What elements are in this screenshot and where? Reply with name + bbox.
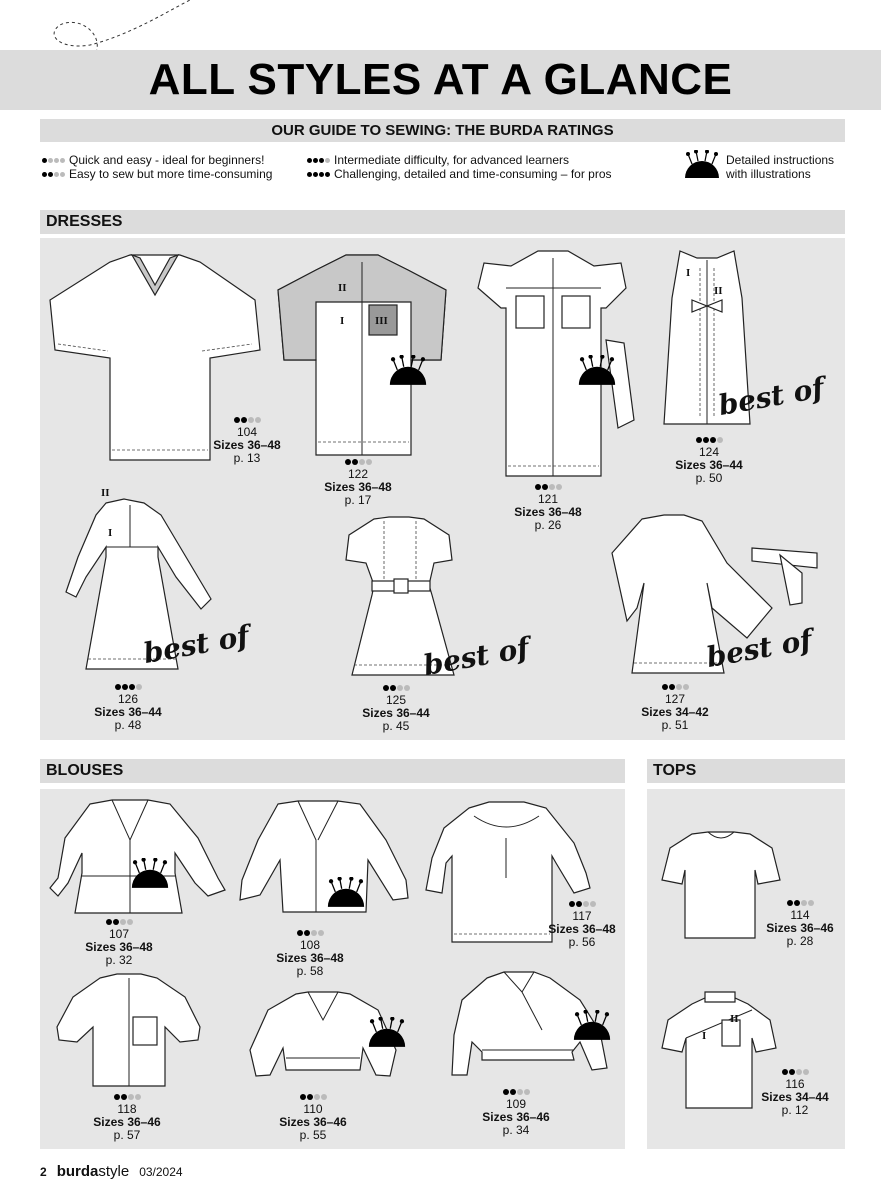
size-range: Sizes 36–46: [766, 921, 834, 935]
page-ref: p. 51: [661, 718, 689, 732]
size-range: Sizes 36–44: [675, 458, 743, 472]
pattern-part-label: II: [714, 285, 723, 297]
size-range: Sizes 36–48: [324, 480, 392, 494]
instructions-legend-line: Detailed instructions: [726, 153, 835, 167]
pincushion-icon: [130, 858, 170, 890]
brand-name-bold: burda: [56, 1163, 99, 1180]
pincushion-icon: [577, 355, 617, 387]
garment-118-info: [82, 1090, 172, 1142]
rating-dots: [297, 930, 324, 936]
size-range: Sizes 36–46: [93, 1115, 161, 1129]
page-ref: p. 13: [233, 451, 261, 465]
style-number: 110: [303, 1102, 323, 1116]
garment-127-info: [630, 680, 720, 732]
rating-dots: [696, 437, 723, 443]
rating-dots: [383, 685, 410, 691]
style-number: 114: [790, 908, 810, 922]
best-of-badge: best of: [715, 370, 827, 423]
size-range: Sizes 36–46: [482, 1110, 550, 1124]
style-number: 118: [117, 1102, 137, 1116]
size-range: Sizes 36–48: [514, 505, 582, 519]
rating-dots: [42, 172, 65, 177]
pincushion-icon: [367, 1017, 407, 1049]
rating-dots: [787, 900, 814, 906]
style-number: 121: [537, 492, 559, 506]
page-ref: p. 12: [781, 1103, 809, 1117]
rating-dots: [42, 158, 65, 163]
style-number: 109: [505, 1097, 527, 1111]
instructions-legend: [726, 153, 834, 181]
size-range: Sizes 36–44: [94, 705, 162, 719]
instructions-legend-line: with illustrations: [726, 167, 811, 181]
rating-legend-2: [42, 167, 272, 181]
rating-dots: [345, 459, 372, 465]
style-number: 104: [236, 425, 258, 439]
style-number: 126: [117, 692, 139, 706]
rating-dots: [569, 901, 596, 907]
issue-date: 03/2024: [139, 1165, 183, 1179]
size-range: Sizes 36–48: [276, 951, 344, 965]
page-number: 2: [40, 1165, 47, 1179]
rating-dots: [114, 1094, 141, 1100]
garment-122-info: [313, 455, 403, 507]
pincushion-icon: [684, 150, 720, 180]
pattern-part-label: II: [101, 487, 110, 499]
page-ref: p. 28: [786, 934, 814, 948]
pattern-part-label: I: [340, 315, 345, 327]
best-of-badge: best of: [420, 630, 532, 683]
style-number: 116: [785, 1077, 805, 1091]
brand-logo: [57, 1163, 130, 1180]
size-range: Sizes 34–44: [761, 1090, 829, 1104]
rating-dots: [535, 484, 562, 490]
garment-124-info: [664, 433, 754, 485]
size-range: Sizes 34–42: [641, 705, 709, 719]
pattern-part-label: II: [730, 1013, 739, 1025]
garment-108-drawing: [238, 800, 410, 918]
rating-legend-text: Quick and easy - ideal for beginners!: [69, 153, 265, 167]
page-ref: p. 26: [534, 518, 562, 532]
rating-dots: [307, 172, 330, 177]
ratings-heading: OUR GUIDE TO SEWING: THE BURDA RATINGS: [40, 119, 845, 142]
best-of-badge: best of: [703, 622, 815, 675]
size-range: Sizes 36–46: [279, 1115, 347, 1129]
pattern-part-label: I: [108, 527, 113, 539]
rating-legend-1: [42, 153, 264, 167]
pattern-part-label: I: [686, 267, 691, 279]
style-number: 124: [698, 445, 720, 459]
rating-legend-4: [307, 167, 612, 181]
page-ref: p. 45: [382, 719, 410, 733]
style-number: 117: [572, 909, 592, 923]
page-title: ALL STYLES AT A GLANCE: [148, 55, 733, 104]
section-heading-blouses: BLOUSES: [40, 759, 625, 783]
rating-dots: [106, 919, 133, 925]
page-ref: p. 17: [344, 493, 372, 507]
page-ref: p. 32: [105, 953, 133, 967]
page-ref: p. 56: [568, 935, 596, 949]
rating-dots: [234, 417, 261, 423]
page-ref: p. 58: [296, 964, 324, 978]
page-ref: p. 34: [502, 1123, 530, 1137]
size-range: Sizes 36–44: [362, 706, 430, 720]
pincushion-icon: [572, 1010, 612, 1042]
page-ref: p. 57: [113, 1128, 141, 1142]
rating-dots: [300, 1094, 327, 1100]
size-range: Sizes 36–48: [548, 922, 616, 936]
garment-108-info: [265, 926, 355, 978]
section-heading-tops: TOPS: [647, 759, 845, 783]
page-ref: p. 48: [114, 718, 142, 732]
brand-name-rest: style: [98, 1163, 130, 1180]
size-range: Sizes 36–48: [213, 438, 281, 452]
page-footer: [40, 1163, 183, 1180]
rating-dots: [307, 158, 330, 163]
pincushion-icon: [326, 877, 366, 909]
rating-legend-text: Challenging, detailed and time-consuming – for pros: [334, 167, 612, 181]
size-range: Sizes 36–48: [85, 940, 153, 954]
garment-114-info: [755, 896, 845, 948]
garment-125-info: [351, 681, 441, 733]
garment-110-info: [268, 1090, 358, 1142]
rating-dots: [782, 1069, 809, 1075]
style-number: 125: [385, 693, 407, 707]
style-number: 122: [347, 467, 369, 481]
page-ref: p. 55: [299, 1128, 327, 1142]
rating-legend-text: Intermediate difficulty, for advanced learners: [334, 153, 570, 167]
garment-116-info: [750, 1065, 840, 1117]
best-of-badge: best of: [140, 618, 252, 671]
style-number: 127: [664, 692, 686, 706]
garment-121-info: [503, 480, 593, 532]
pattern-part-label: III: [375, 315, 388, 327]
garment-117-info: [537, 897, 627, 949]
pattern-part-label: I: [702, 1030, 707, 1042]
garment-109-info: [471, 1085, 561, 1137]
rating-legend-3: [307, 153, 569, 167]
rating-dots: [662, 684, 689, 690]
garment-118-drawing: [55, 972, 203, 1090]
rating-legend-text: Easy to sew but more time-consuming: [69, 167, 273, 181]
style-number: 108: [299, 938, 321, 952]
section-heading-dresses: DRESSES: [40, 210, 845, 234]
garment-107-info: [74, 915, 164, 967]
rating-dots: [503, 1089, 530, 1095]
style-number: 107: [108, 927, 130, 941]
pattern-part-label: II: [338, 282, 347, 294]
garment-126-info: [83, 680, 173, 732]
page-ref: p. 50: [695, 471, 723, 485]
pincushion-icon: [388, 355, 428, 387]
rating-dots: [115, 684, 142, 690]
